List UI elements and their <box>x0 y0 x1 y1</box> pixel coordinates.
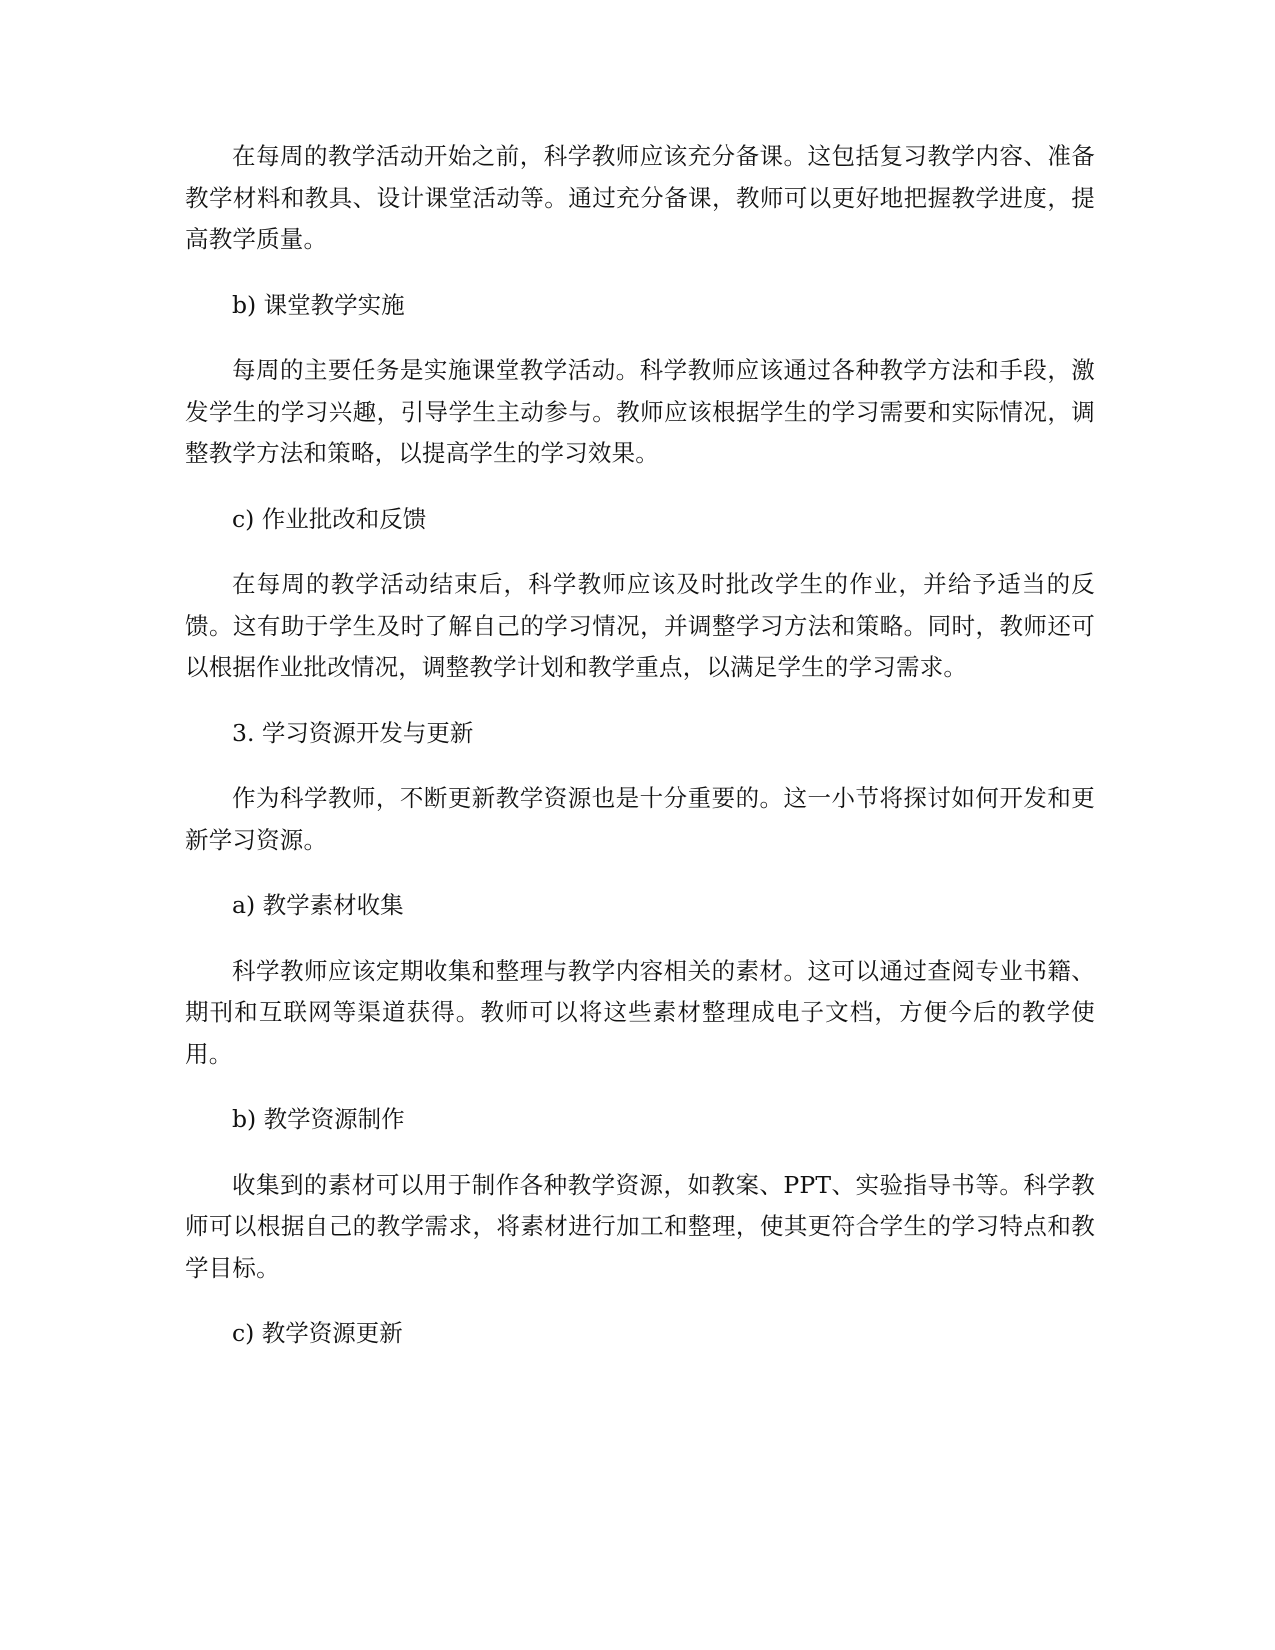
paragraph-homework-feedback: 在每周的教学活动结束后，科学教师应该及时批改学生的作业，并给予适当的反馈。这有助于学生及时了解自己的学习情况，并调整学习方法和策略。同时，教师还可以根据作业批改情况，调整教学计划和教学重点，以满足学生的学习需求。 <box>185 570 1095 681</box>
paragraph-resource-development: 作为科学教师，不断更新教学资源也是十分重要的。这一小节将探讨如何开发和更新学习资源。 <box>185 784 1095 854</box>
paragraph-classroom-teaching: 每周的主要任务是实施课堂教学活动。科学教师应该通过各种教学方法和手段，激发学生的学习兴趣，引导学生主动参与。教师应该根据学生的学习需要和实际情况，调整教学方法和策略，以提高学生的学习效果。 <box>185 356 1095 467</box>
heading-resource-production: b) 教学资源制作 <box>232 1105 405 1133</box>
heading-homework-feedback: c) 作业批改和反馈 <box>232 504 427 533</box>
paragraph-material-collection: 科学教师应该定期收集和整理与教学内容相关的素材。这可以通过查阅专业书籍、期刊和互联网等渠道获得。教师可以将这些素材整理成电子文档，方便今后的教学使用。 <box>185 956 1095 1068</box>
paragraph-resource-production: 收集到的素材可以用于制作各种教学资源，如教案、PPT、实验指导书等。科学教师可以根据自己的教学需求，将素材进行加工和整理，使其更符合学生的学习特点和教学目标。 <box>185 1170 1095 1282</box>
document-body <box>185 136 1095 1355</box>
paragraph-lesson-preparation: 在每周的教学活动开始之前，科学教师应该充分备课。这包括复习教学内容、准备教学材料和教具、设计课堂活动等。通过充分备课，教师可以更好地把握教学进度，提高教学质量。 <box>185 142 1095 253</box>
heading-resource-development: 3. 学习资源开发与更新 <box>232 718 474 747</box>
heading-resource-update: c) 教学资源更新 <box>232 1319 403 1347</box>
heading-classroom-teaching: b) 课堂教学实施 <box>232 290 405 319</box>
heading-material-collection: a) 教学素材收集 <box>232 891 404 919</box>
